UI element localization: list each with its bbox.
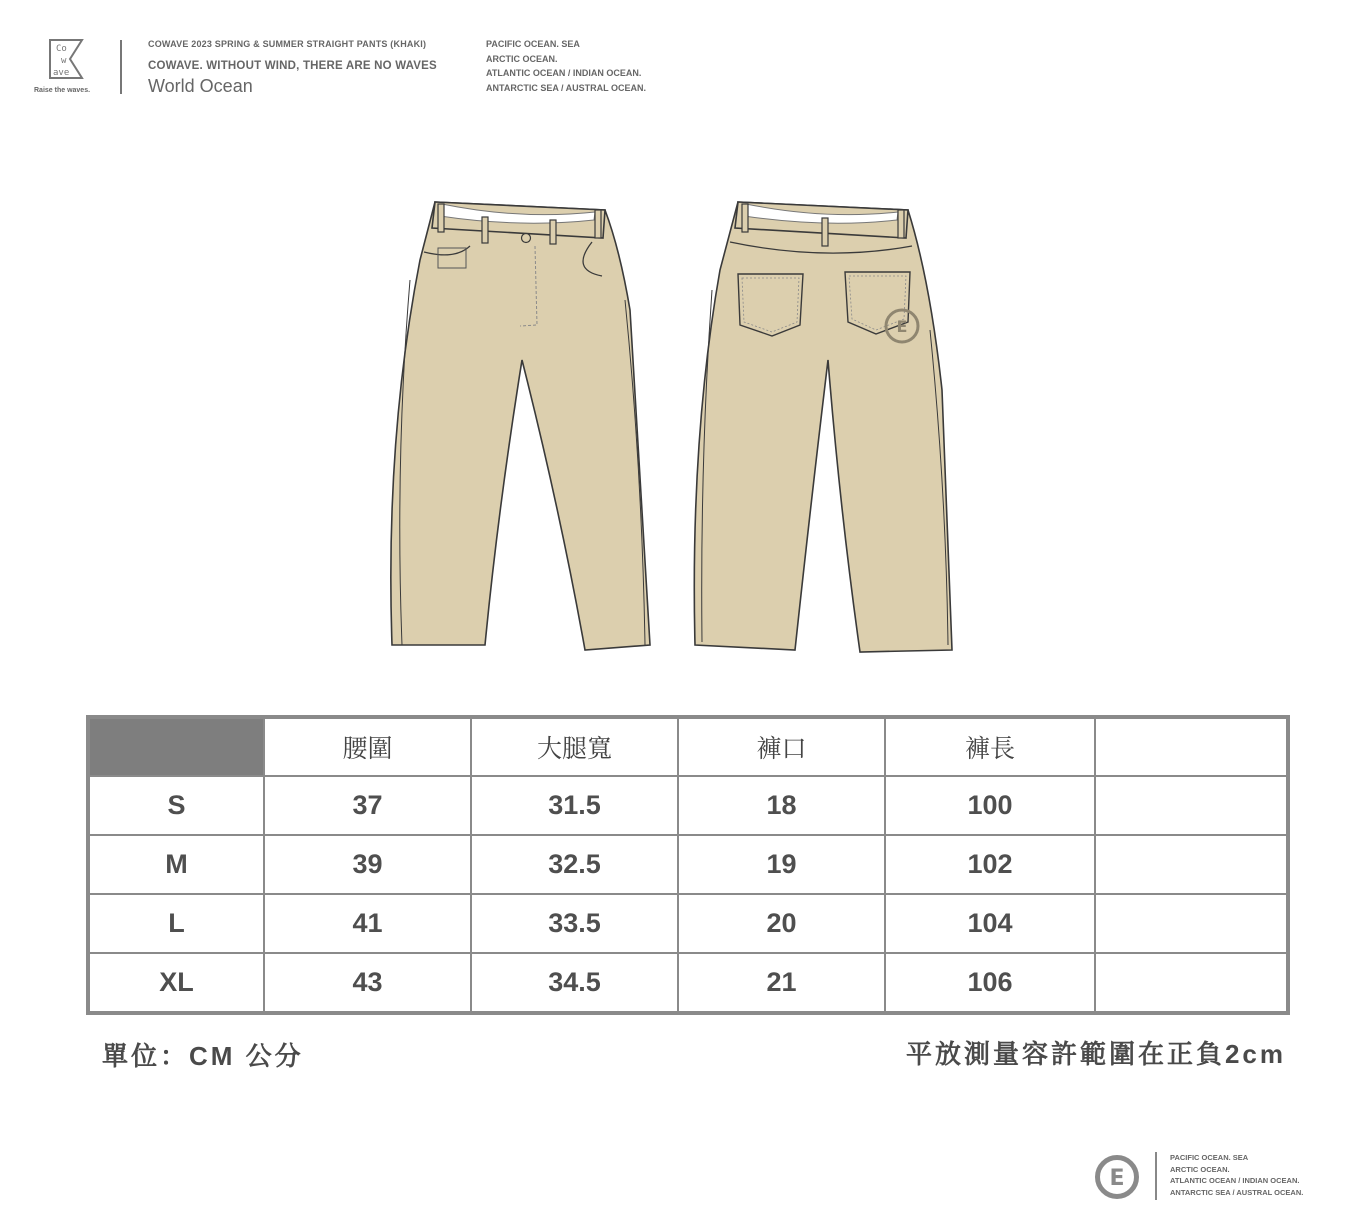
table-cell: 104 [885,894,1095,953]
table-row [88,894,1288,953]
table-cell: 19 [678,835,885,894]
size-label: L [88,894,264,953]
table-cell [1095,835,1288,894]
header-leg-opening: 褲口 [678,717,885,776]
table-cell: 37 [264,776,471,835]
header-empty [1095,717,1288,776]
pants-illustration [380,190,960,660]
table-cell: 33.5 [471,894,678,953]
oceans-list-top [486,37,646,95]
header-divider [120,40,122,94]
table-cell: 100 [885,776,1095,835]
unit-note: 單位：CM 公分 [102,1041,304,1071]
logo-text-co: Co [56,44,67,54]
header-length: 褲長 [885,717,1095,776]
footer-divider [1155,1152,1157,1200]
ocean-line: ANTARCTIC SEA / AUSTRAL OCEAN. [486,82,647,93]
brand-tagline: Raise the waves. [34,87,91,94]
table-corner-cell [88,717,264,776]
table-header-row [88,717,1288,776]
table-cell: 43 [264,953,471,1013]
header-thigh: 大腿寬 [471,717,678,776]
cowave-logo [48,38,86,80]
e-emblem-icon [1094,1154,1140,1200]
table-row [88,835,1288,894]
table-cell: 41 [264,894,471,953]
logo-text-w: w [61,56,67,66]
oceans-list-bottom [1170,1152,1303,1198]
table-cell: 18 [678,776,885,835]
size-chart-table [86,715,1290,1015]
pants-back-view [694,202,952,652]
ocean-line: PACIFIC OCEAN. SEA [1170,1153,1249,1162]
table-cell: 102 [885,835,1095,894]
size-label: S [88,776,264,835]
table-cell: 21 [678,953,885,1013]
brand-slogan: COWAVE. WITHOUT WIND, THERE ARE NO WAVES [148,60,437,72]
size-label: XL [88,953,264,1013]
table-cell: 106 [885,953,1095,1013]
header-waist: 腰圍 [264,717,471,776]
table-row [88,776,1288,835]
pocket-emblem-letter: E [896,317,908,336]
table-cell: 39 [264,835,471,894]
table-cell [1095,953,1288,1013]
ocean-line: ARCTIC OCEAN. [486,53,558,64]
table-cell [1095,894,1288,953]
ocean-line: ARCTIC OCEAN. [1170,1164,1230,1174]
table-cell: 32.5 [471,835,678,894]
pants-front-view [391,202,650,650]
table-row [88,953,1288,1013]
size-label: M [88,835,264,894]
table-cell: 20 [678,894,885,953]
ocean-line: ANTARCTIC SEA / AUSTRAL OCEAN. [1170,1187,1304,1197]
table-cell [1095,776,1288,835]
ocean-line: ATLANTIC OCEAN / INDIAN OCEAN. [1170,1176,1300,1185]
ocean-line: ATLANTIC OCEAN / INDIAN OCEAN. [486,68,642,78]
tolerance-note: 平放測量容許範圍在正負2cm [905,1039,1286,1069]
logo-text-ave: ave [53,68,70,78]
table-cell: 31.5 [471,776,678,835]
emblem-letter: E [1109,1166,1125,1191]
collection-title: COWAVE 2023 SPRING & SUMMER STRAIGHT PANTS (KHAKI) [148,39,427,49]
collection-name: World Ocean [148,76,253,96]
ocean-line: PACIFIC OCEAN. SEA [486,39,580,49]
table-cell: 34.5 [471,953,678,1013]
